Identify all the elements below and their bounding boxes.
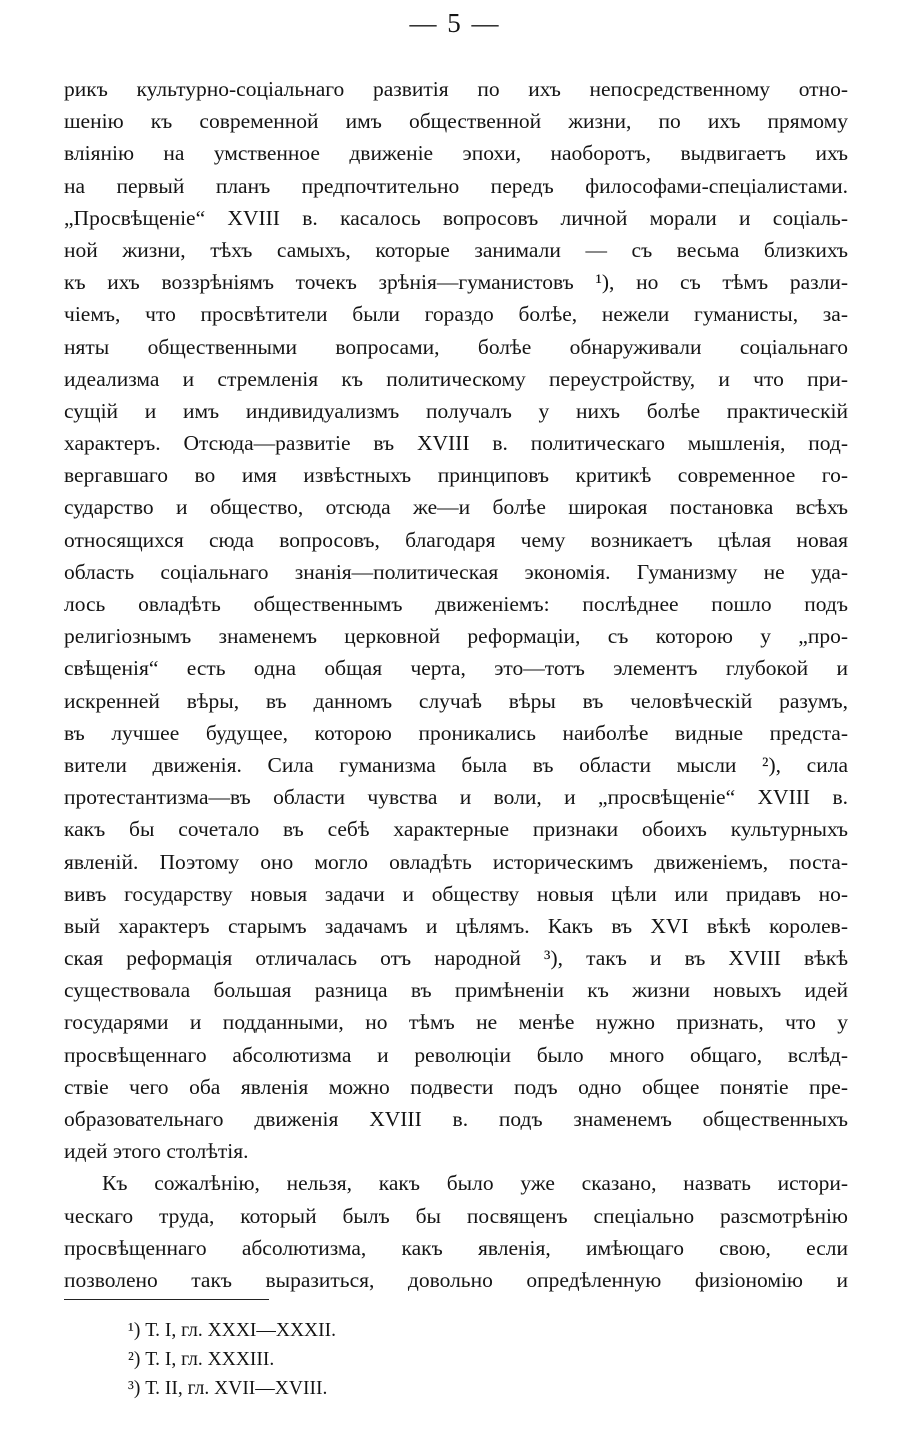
text-line: ствіе чего оба явленія можно подвести подъ одно общее понятіе пре- [64, 1074, 848, 1099]
text-line: въ лучшее будущее, которою проникались наиболѣе видные предста- [64, 720, 848, 745]
text-line: лось овладѣть общественнымъ движеніемъ: послѣднее пошло подъ [64, 592, 848, 616]
text-line: вый характеръ старымъ задачамъ и цѣлямъ. Какъ въ XVI вѣкѣ королев- [64, 913, 848, 938]
text-line: характеръ. Отсюда—развитіе въ XVIII в. политическаго мышленія, под- [64, 431, 848, 456]
text-line: вители движенія. Сила гуманизма была въ области мысли ²), сила [64, 752, 848, 777]
footnote: ²) Т. I, гл. XXXIII. [128, 1349, 275, 1370]
footnote-divider [64, 1299, 269, 1300]
footnote: ¹) Т. I, гл. XXXI—XXXII. [128, 1320, 337, 1341]
text-line: рикъ культурно-соціальнаго развитія по ихъ непосредственному отно- [64, 77, 848, 101]
text-line: вивъ государству новыя задачи и обществу новыя цѣли или придавъ но- [64, 881, 848, 906]
text-line: искренней вѣры, въ данномъ случаѣ вѣры въ человѣческій разумъ, [64, 688, 848, 713]
text-line: просвѣщеннаго абсолютизма, какъ явленія, имѣющаго свою, если [64, 1235, 848, 1260]
body-text [64, 73, 848, 1296]
text-line: область соціальнаго знанія—политическая экономія. Гуманизму не уда- [64, 559, 848, 584]
text-line: на первый планъ предпочтительно передъ философами-спеціалистами. [64, 173, 848, 198]
text-line: протестантизма—въ области чувства и воли, и „просвѣщеніе“ XVIII в. [64, 785, 848, 810]
text-line: явленій. Поэтому оно могло овладѣть историческимъ движеніемъ, поста- [64, 849, 848, 874]
text-line: религіознымъ знаменемъ церковной реформаціи, съ которою у „про- [64, 624, 848, 649]
text-line: вергавшаго во имя извѣстныхъ принциповъ критикѣ современное го- [64, 463, 848, 488]
text-line: къ ихъ воззрѣніямъ точекъ зрѣнія—гуманистовъ ¹), но съ тѣмъ разли- [64, 270, 848, 295]
text-line: „Просвѣщеніе“ XVIII в. касалось вопросовъ личной морали и соціаль- [64, 205, 848, 230]
page-number: — 5 — [409, 8, 501, 38]
text-line: какъ бы сочетало въ себѣ характерные признаки обоихъ культурныхъ [64, 817, 848, 842]
text-line: сударство и общество, отсюда же—и болѣе широкая постановка всѣхъ [64, 495, 848, 520]
text-line: образовательнаго движенія XVIII в. подъ знаменемъ общественныхъ [64, 1107, 848, 1131]
text-line: идеализма и стремленія къ политическому переустройству, и что при- [64, 366, 848, 391]
text-line: няты общественными вопросами, болѣе обнаруживали соціальнаго [64, 334, 848, 359]
text-line: чіемъ, что просвѣтители были гораздо болѣе, нежели гуманисты, за- [64, 302, 848, 327]
text-line: позволено такъ выразиться, довольно опредѣленную физіономію и [64, 1267, 848, 1292]
text-line: ной жизни, тѣхъ самыхъ, которые занимали — съ весьма близкихъ [64, 237, 848, 262]
text-line: вліянію на умственное движеніе эпохи, наоборотъ, выдвигаетъ ихъ [64, 141, 848, 166]
footnotes [128, 1316, 336, 1403]
paragraph-start-line: Къ сожалѣнію, нельзя, какъ было уже сказано, назвать истори- [102, 1171, 848, 1196]
text-line: просвѣщеннаго абсолютизма и революціи было много общаго, вслѣд- [64, 1042, 848, 1067]
footnote: ³) Т. II, гл. XVII—XVIII. [128, 1378, 328, 1399]
text-line: шенію къ современной имъ общественной жизни, по ихъ прямому [64, 109, 848, 134]
text-line: государями и подданными, но тѣмъ не менѣе нужно признать, что у [64, 1010, 848, 1035]
text-line: относящихся сюда вопросовъ, благодаря чему возникаетъ цѣлая новая [64, 527, 848, 552]
text-line: сущій и имъ индивидуализмъ получалъ у нихъ болѣе практическій [64, 398, 848, 423]
text-line: существовала большая разница въ примѣненіи къ жизни новыхъ идей [64, 978, 848, 1003]
text-line: ческаго труда, который былъ бы посвященъ спеціально разсмотрѣнію [64, 1203, 848, 1228]
paragraph-end-line: идей этого столѣтія. [64, 1139, 249, 1164]
text-line: свѣщенія“ есть одна общая черта, это—тотъ элементъ глубокой и [64, 656, 848, 681]
text-line: ская реформація отличалась отъ народной ³), такъ и въ XVIII вѣкѣ [64, 946, 848, 971]
